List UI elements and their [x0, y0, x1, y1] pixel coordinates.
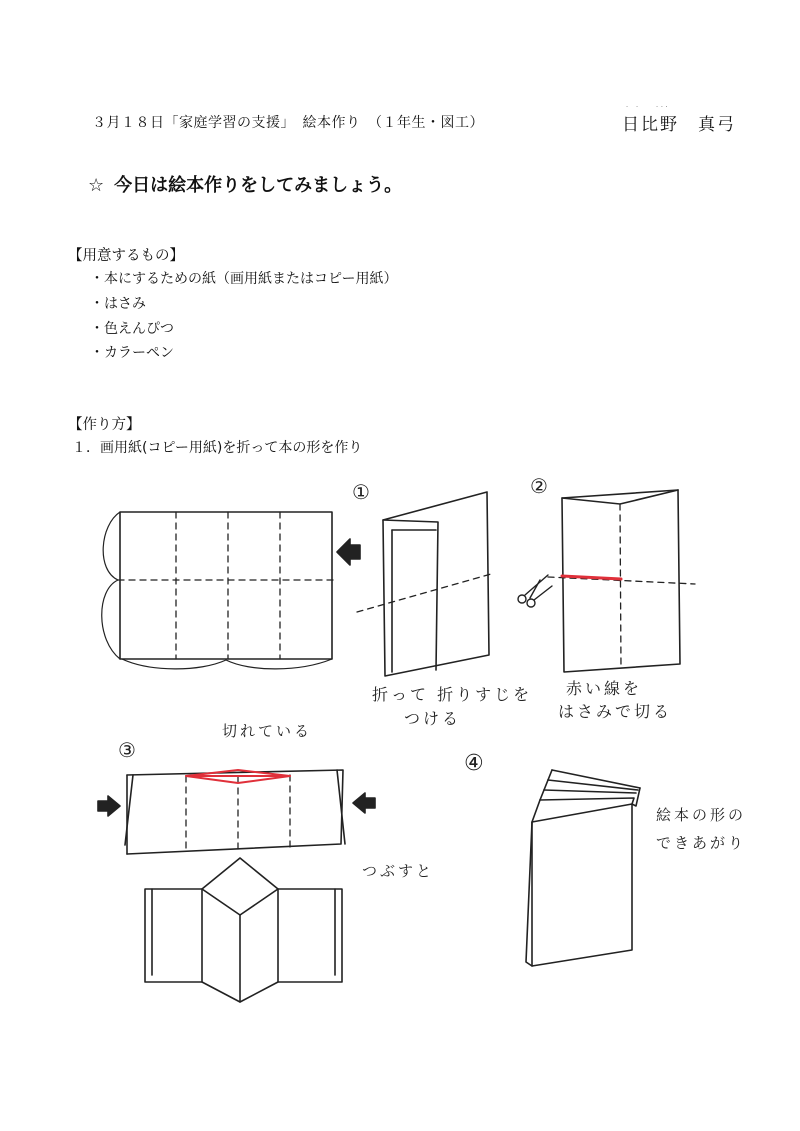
step-4-note: 絵本の形の	[656, 806, 747, 824]
name-ruby-marks: ᐧ ᐧ ᐧᐧᐧ	[626, 103, 671, 111]
step-4-label: ④	[464, 751, 487, 776]
step-2-note: 赤い線を	[566, 679, 643, 698]
method-heading: 【作り方】	[68, 417, 141, 433]
step-1-note: つける	[404, 709, 462, 728]
step-1-note: 折って 折りすじを	[372, 685, 533, 704]
step-3-cut-note: 切れている	[222, 722, 313, 740]
arrow-left-icon	[353, 793, 375, 813]
step3-strip	[125, 770, 345, 854]
scissors-icon	[518, 575, 552, 607]
worksheet-header: ３月１８日「家庭学習の支援」 絵本作り （１年生・図工）	[92, 115, 484, 131]
author-name: 日比野 真弓	[622, 115, 736, 135]
materials-item: ・はさみ	[90, 296, 146, 312]
headline-text: 今日は絵本作りをしてみましょう。	[114, 175, 403, 196]
unfolded-paper-figure	[102, 512, 334, 669]
step4-finished-book	[526, 770, 640, 966]
star-icon: ☆	[88, 175, 105, 196]
step-2-note: はさみで切る	[558, 702, 673, 721]
step-1-label: ①	[352, 480, 373, 504]
method-step-1: １．画用紙(コピー用紙)を折って本の形を作り	[72, 440, 363, 456]
step-2-label: ②	[530, 474, 551, 498]
step2-folded-paper	[548, 490, 695, 672]
step1-folded-paper	[357, 492, 491, 676]
materials-item: ・カラーペン	[90, 345, 174, 361]
materials-heading: 【用意するもの】	[68, 248, 184, 264]
materials-item: ・本にするための紙（画用紙またはコピー用紙）	[90, 271, 398, 287]
step-4-note: できあがり	[656, 834, 747, 852]
step-3-push-note: つぶすと	[362, 862, 435, 880]
step3-collapsed-shape	[145, 858, 342, 1002]
materials-item: ・色えんぴつ	[90, 321, 174, 337]
step-3-label: ③	[118, 738, 139, 762]
arrow-left-icon	[337, 539, 360, 565]
arrow-right-icon	[98, 796, 120, 816]
